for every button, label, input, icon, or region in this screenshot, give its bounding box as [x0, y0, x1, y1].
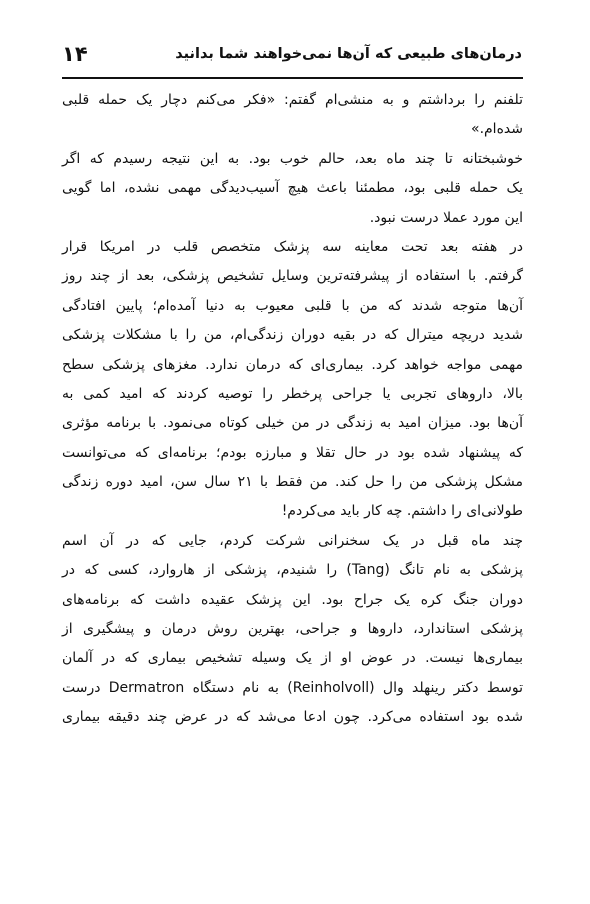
- text-line: توسط دکتر رینهلد وال (Reinholvoll) به نام دستگاه Dermatron درست: [62, 679, 523, 696]
- paragraph: [62, 145, 523, 233]
- text-line: بالا، داروهای تجربی یا جراحی پرخطر را توصیه کردند که امید کمی به: [62, 385, 523, 402]
- body-text: [62, 86, 523, 726]
- text-line: طولانی‌ای را داشتم. چه کار باید می‌کردم!: [281, 503, 523, 520]
- text-line: تلفنم را برداشتم و به منشی‌ام گفتم: «فکر می‌کنم دچار یک حمله قلبی: [62, 92, 523, 108]
- page-number: ۱۴: [62, 42, 88, 66]
- text-line: شدید دریچه میترال که در بقیه دوران زندگی‌ام، من را با مشکلات پزشکی: [62, 327, 523, 344]
- text-line: این مورد عملا درست نبود.: [369, 209, 523, 226]
- paragraph: [62, 233, 523, 527]
- text-line: دوران جنگ کره یک جراح بود. این پزشک عقیده داشت که برنامه‌های: [62, 591, 523, 608]
- text-line: پزشکی به نام تانگ (Tang) را شنیدم، پزشکی از هاروارد، کسی که در: [62, 562, 523, 579]
- text-line: گرفتم. با استفاده از پیشرفته‌ترین وسایل تشخیص پزشکی، بعد از چند روز: [62, 268, 523, 285]
- text-line: در هفته بعد تحت معاینه سه پزشک متخصص قلب در امریکا قرار: [62, 238, 523, 255]
- text-line: شده‌ام.»: [471, 121, 523, 138]
- running-title: درمان‌های طبیعی که آن‌ها نمی‌خواهند شما بدانید: [175, 46, 522, 62]
- text-line: خوشبختانه تا چند ماه بعد، حالم خوب بود. به این نتیجه رسیدم که اگر: [62, 150, 523, 167]
- text-line: یک حمله قلبی بود، مطمئنا باعث هیچ آسیب‌دیدگی مهمی نشده، اما گویی: [62, 180, 523, 197]
- text-line: که پیشنهاد شده بود در حال تقلا و مبارزه بودم؛ برنامه‌ای که می‌توانست: [62, 444, 523, 461]
- text-line: چند ماه قبل در یک سخنرانی شرکت کردم، جایی که در آن اسم: [62, 532, 523, 549]
- paragraph: [62, 86, 523, 145]
- text-line: پزشکی استاندارد، داروها و جراحی، بهترین روش درمان و پیشگیری از: [62, 621, 523, 638]
- text-line: بیماری‌ها نیست. در عوض او از یک وسیله تشخیص بیماری که در آلمان: [62, 650, 523, 667]
- text-line-cutoff: شده بود استفاده می‌کرد. چون ادعا می‌شد که در عرض چند دقیقه بیماری: [62, 709, 523, 726]
- page-header: [62, 40, 522, 74]
- header-rule: [62, 77, 523, 79]
- text-line: مشکل پزشکی من را حل کند. من فقط با ۲۱ سال سن، امید دوره زندگی: [62, 474, 523, 491]
- text-line: آن‌ها بود. میزان امید به زندگی در من خیلی کوتاه می‌نمود. با برنامه مؤثری: [62, 415, 523, 432]
- paragraph: [62, 527, 523, 726]
- text-line: مهمی مواجه خواهد کرد. بیماری‌ای که درمان ندارد. مغزهای پزشکی سطح: [62, 356, 523, 373]
- text-line: آن‌ها متوجه شدند که من با قلبی معیوب به دنیا آمده‌ام؛ پایین افتادگی: [62, 297, 523, 314]
